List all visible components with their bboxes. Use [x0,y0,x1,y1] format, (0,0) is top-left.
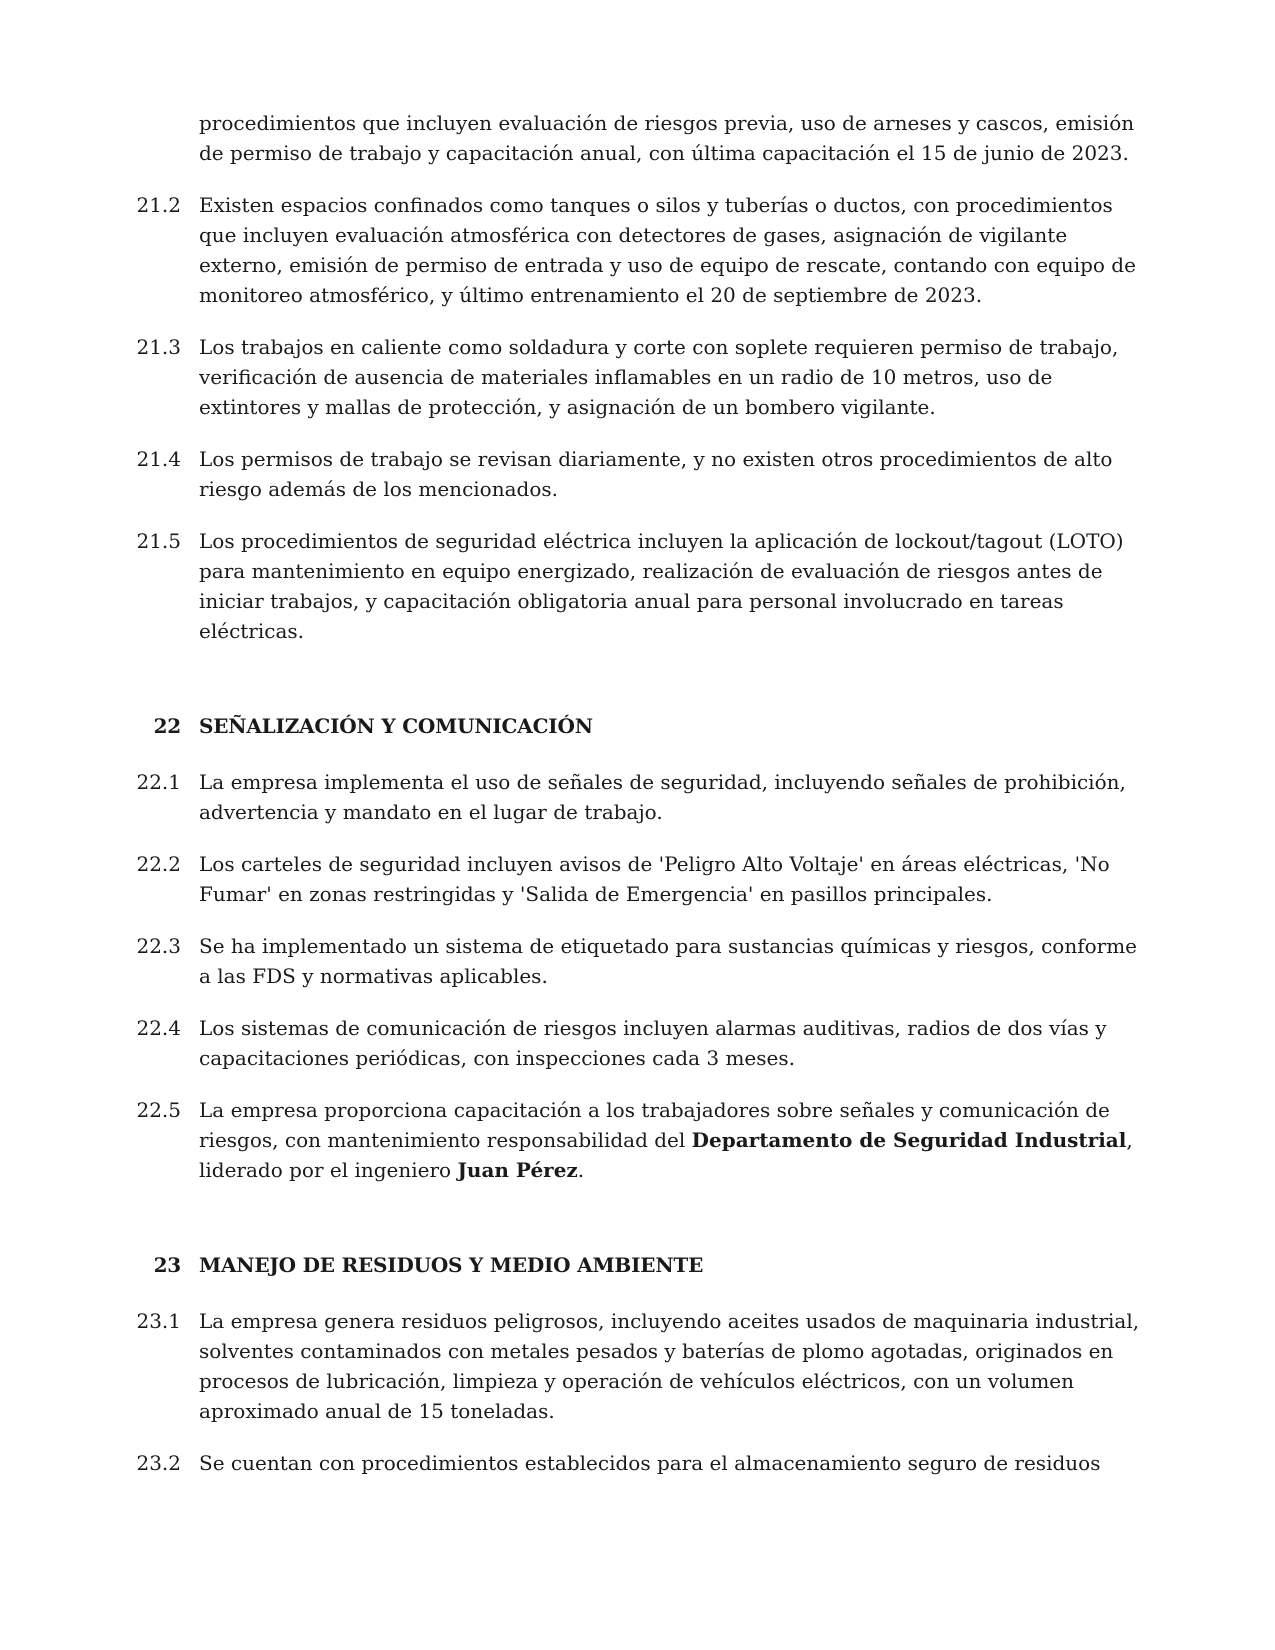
clause-text [199,1095,1145,1185]
clause-number: 22.4 [136,1016,181,1040]
clause-22-4 [118,1013,1145,1073]
clause-22-1 [118,767,1145,827]
bold-department-name: Departamento de Seguridad Industrial [691,1128,1127,1152]
clause-text-run: , liderado por el ingeniero [199,1128,1133,1182]
clause-number: 21.3 [136,335,181,359]
clause-number: 21.5 [136,529,181,553]
clause-21-3 [118,332,1145,422]
clause-22-2 [118,849,1145,909]
clause-text-run: . [577,1158,585,1182]
clause-text: Los sistemas de comunicación de riesgos incluyen alarmas auditivas, radios de dos vías y capacitaciones periódicas, con inspecciones cada 3 meses. [199,1016,1107,1070]
clause-text: Los permisos de trabajo se revisan diariamente, y no existen otros procedimientos de alto riesgo además de los mencionados. [199,447,1113,501]
clause-text-run: La empresa proporciona capacitación a los trabajadores sobre señales y comunicación de riesgos, con mantenimiento responsabilidad del [199,1098,1110,1152]
clause-21-4 [118,444,1145,504]
clause-text: Se ha implementado un sistema de etiquetado para sustancias químicas y riesgos, conforme a las FDS y normativas aplicables. [199,934,1138,988]
section-title: MANEJO DE RESIDUOS Y MEDIO AMBIENTE [199,1253,704,1277]
clause-21-5 [118,526,1145,646]
clause-number: 22.1 [136,770,181,794]
clause-text: Los trabajos en caliente como soldadura y corte con soplete requieren permiso de trabajo, verificación de ausencia de materiales inflamables en un radio de 10 metros, uso de extintores y mallas de protección, y asignación de un bombero vigilante. [199,335,1119,419]
clause-number: 23.1 [136,1309,181,1333]
clause-23-2 [118,1448,1145,1478]
section-title: SEÑALIZACIÓN Y COMUNICACIÓN [199,714,593,738]
section-number: 23 [153,1253,181,1277]
clause-number: 22.3 [136,934,181,958]
clause-number: 21.2 [136,193,181,217]
clause-number: 22.2 [136,852,181,876]
clause-number: 21.4 [136,447,181,471]
clause-text: Existen espacios confinados como tanques o silos y tuberías o ductos, con procedimientos que incluyen evaluación atmosférica con detectores de gases, asignación de vigilante externo, emisión de permiso de entrada y uso de equipo de rescate, contando con equipo de monitoreo atmosférico, y último entrenamiento el 20 de septiembre de 2023. [199,193,1136,307]
clause-text: Se cuentan con procedimientos establecidos para el almacenamiento seguro de residuos [199,1451,1101,1475]
clause-number: 22.5 [136,1098,181,1122]
section-23-heading [118,1250,1145,1280]
clause-22-5 [118,1095,1145,1185]
clause-23-1 [118,1306,1145,1426]
clause-text: Los procedimientos de seguridad eléctrica incluyen la aplicación de lockout/tagout (LOTO) para mantenimiento en equipo energizado, realización de evaluación de riesgos antes de iniciar trabajos, y capacitación obligatoria anual para personal involucrado en tareas eléctricas. [199,529,1124,643]
clause-number: 23.2 [136,1451,181,1475]
clause-text: La empresa implementa el uso de señales de seguridad, incluyendo señales de prohibición, advertencia y mandato en el lugar de trabajo. [199,770,1126,824]
clause-22-3 [118,931,1145,991]
section-number: 22 [153,714,181,738]
clause-21-2 [118,190,1145,310]
continuation-paragraph [118,108,1145,168]
clause-text: La empresa genera residuos peligrosos, incluyendo aceites usados de maquinaria industrial, solventes contaminados con metales pesados y baterías de plomo agotadas, originados en procesos de lubricación, limpieza y operación de vehículos eléctricos, con un volumen aproximado anual de 15 toneladas. [199,1309,1140,1423]
clause-text: Los carteles de seguridad incluyen avisos de 'Peligro Alto Voltaje' en áreas eléctricas, 'No Fumar' en zonas restringidas y 'Salida de Emergencia' en pasillos principales. [199,852,1110,906]
bold-engineer-name: Juan Pérez [457,1158,578,1182]
section-22-heading [118,711,1145,741]
paragraph-text: procedimientos que incluyen evaluación de riesgos previa, uso de arneses y cascos, emisión de permiso de trabajo y capacitación anual, con última capacitación el 15 de junio de 2023. [199,111,1135,165]
